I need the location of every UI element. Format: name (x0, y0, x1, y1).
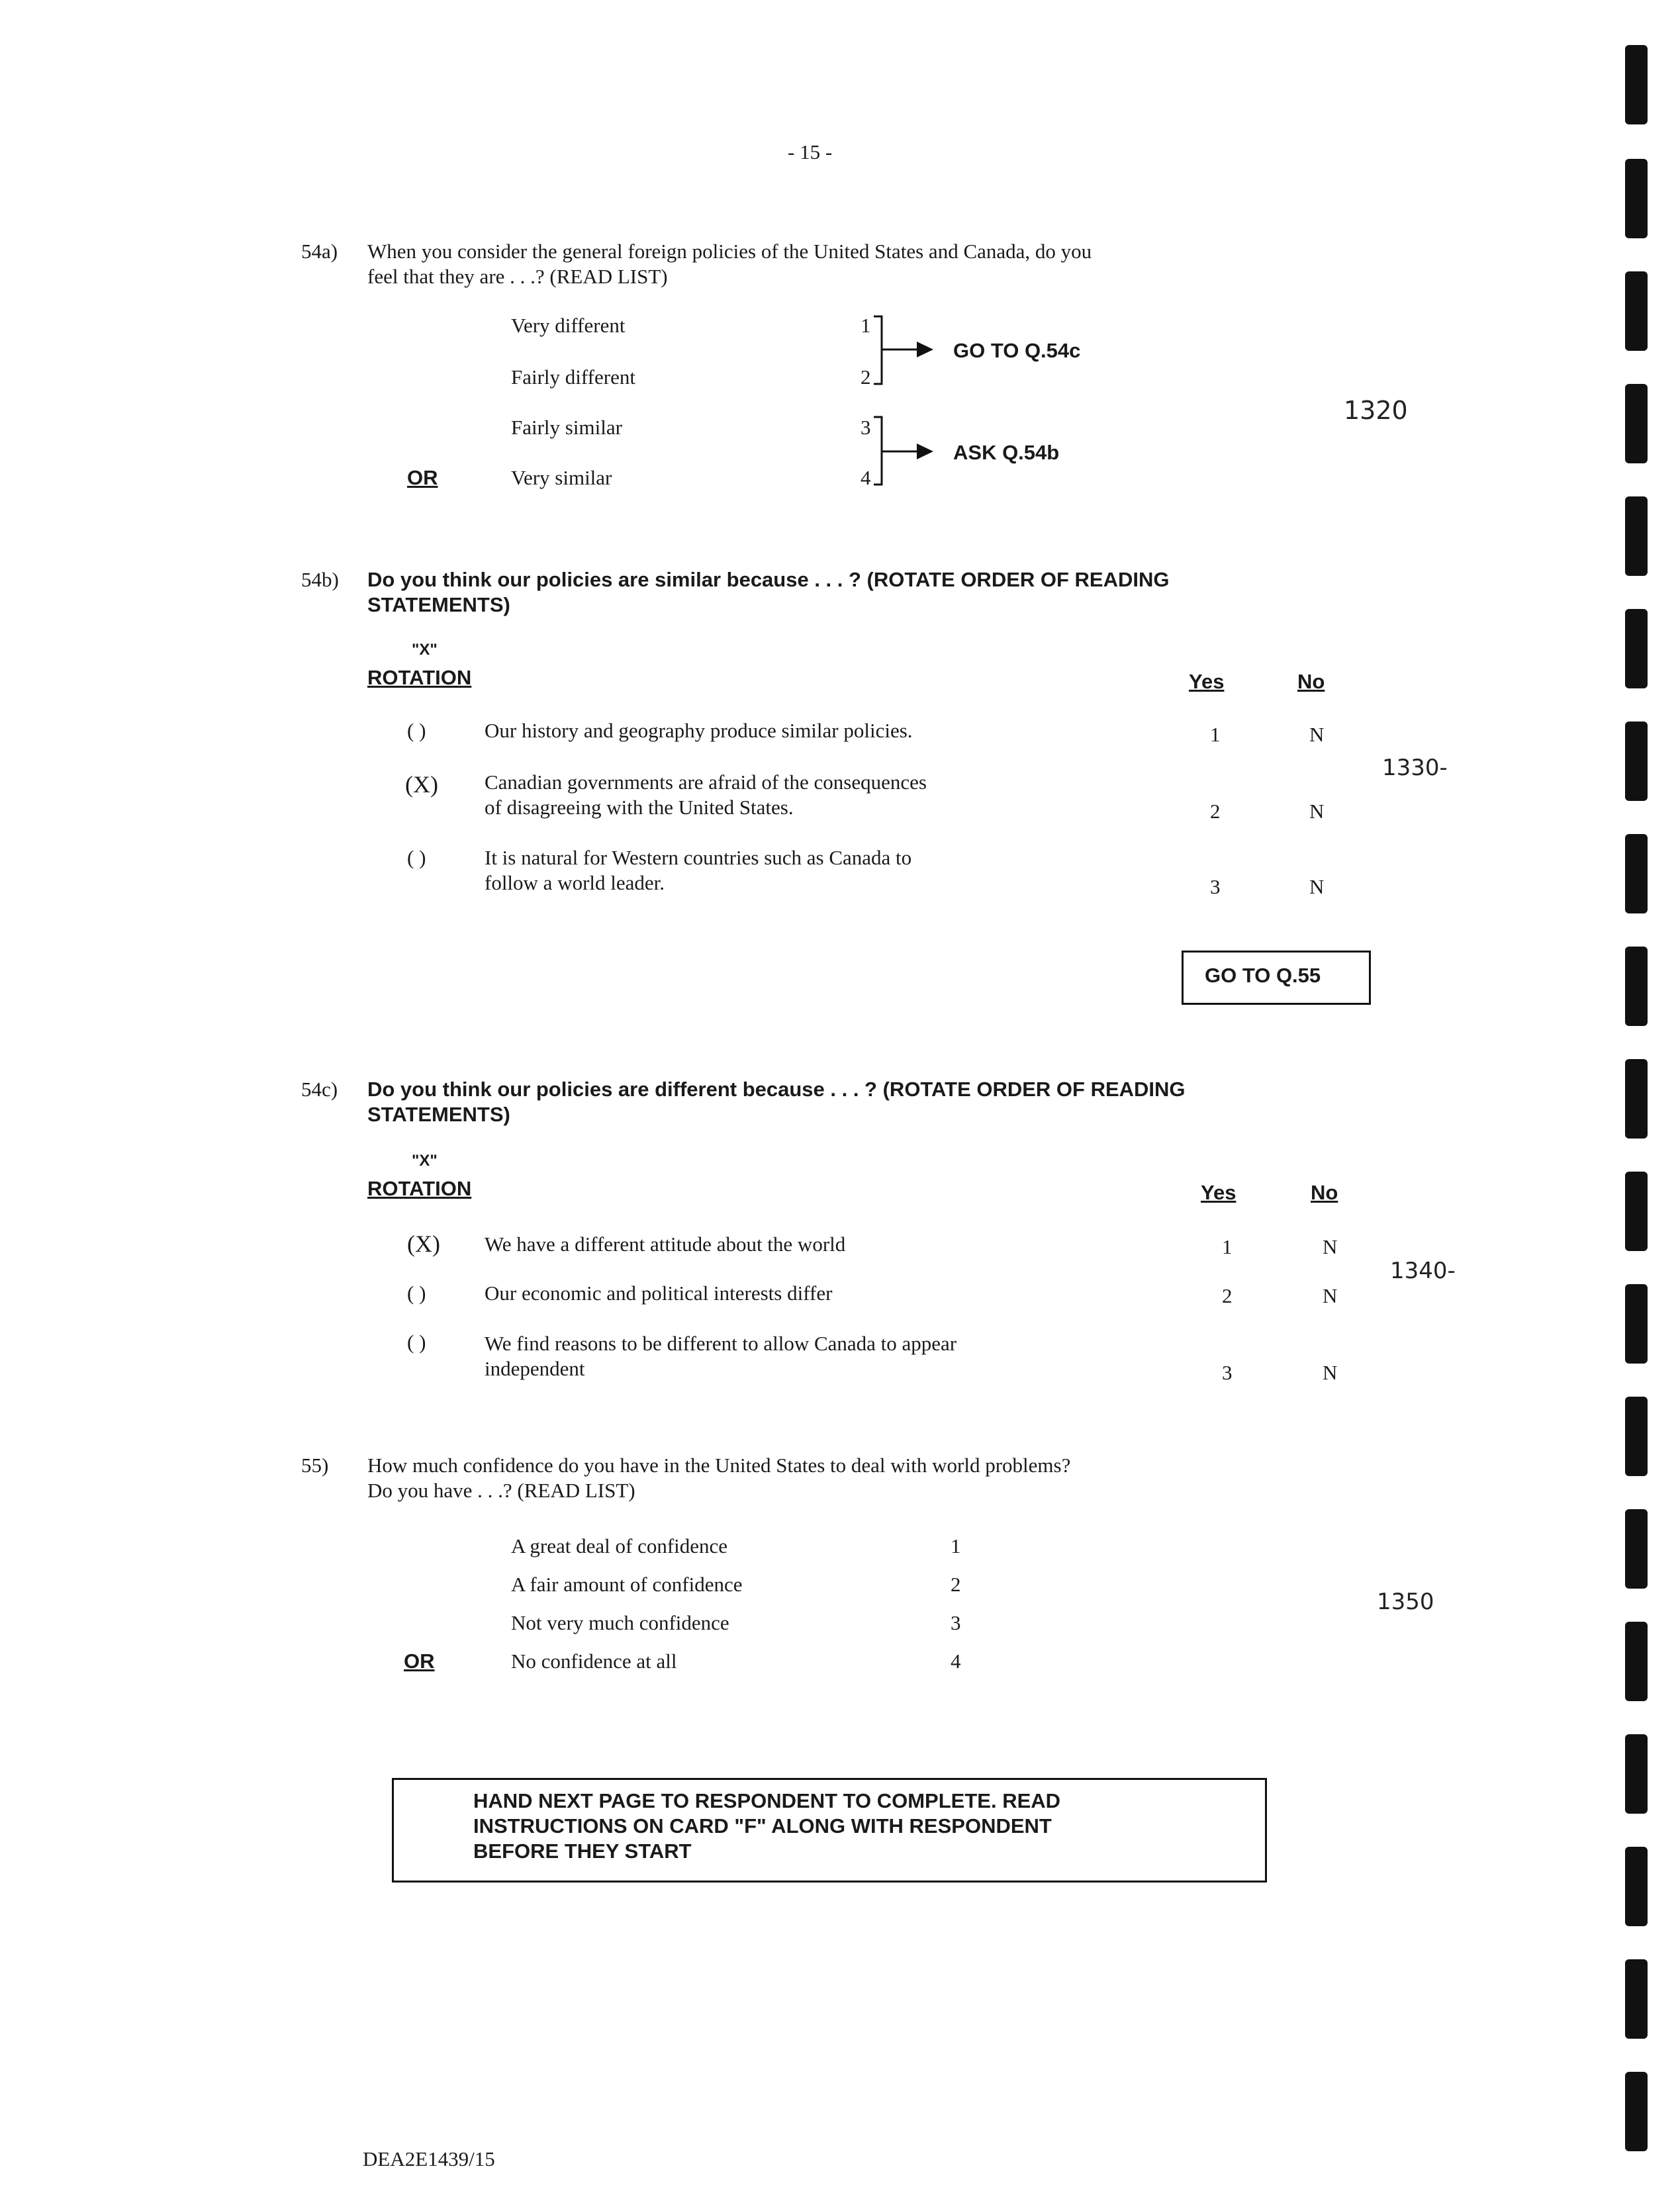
registration-mark (1625, 45, 1648, 124)
statement-line1: We find reasons to be different to allow Canada to appear (485, 1332, 957, 1355)
instruction-line2: INSTRUCTIONS ON CARD "F" ALONG WITH RESPONDENT (473, 1814, 1052, 1838)
registration-mark (1625, 1847, 1648, 1926)
registration-mark (1625, 496, 1648, 576)
or-label: OR (407, 466, 438, 489)
option-code: 3 (861, 416, 871, 439)
rotation-mark: (X) (405, 771, 438, 798)
x-label: "X" (412, 641, 438, 659)
question-number: 55) (301, 1454, 329, 1477)
option-code: 2 (861, 365, 871, 389)
handwritten-code: 1320 (1344, 396, 1408, 425)
registration-mark (1625, 271, 1648, 351)
question-text-line2: Do you have . . .? (READ LIST) (367, 1479, 635, 1502)
rotation-mark: ( ) (407, 1281, 426, 1305)
footer-code: DEA2E1439/15 (363, 2147, 495, 2170)
option-label: Very different (511, 314, 626, 337)
statement-line1: Our history and geography produce similar policies. (485, 719, 913, 742)
registration-mark (1625, 1509, 1648, 1589)
yes-code: 1 (1210, 723, 1221, 746)
registration-mark (1625, 159, 1648, 238)
rotation-header: ROTATION (367, 1177, 472, 1200)
question-text-line1: How much confidence do you have in the United States to deal with world problems? (367, 1454, 1071, 1477)
instruction-line1: HAND NEXT PAGE TO RESPONDENT TO COMPLETE. READ (473, 1789, 1061, 1812)
rotation-header: ROTATION (367, 666, 472, 689)
registration-mark (1625, 609, 1648, 688)
statement-line1: It is natural for Western countries such as Canada to (485, 846, 912, 869)
yes-header: Yes (1189, 670, 1225, 693)
question-text-line2: feel that they are . . .? (READ LIST) (367, 265, 668, 288)
no-code: N (1323, 1361, 1338, 1384)
page-number: - 15 - (788, 140, 833, 163)
skip-instruction-ask: ASK Q.54b (953, 441, 1060, 464)
no-code: N (1323, 1284, 1338, 1307)
no-code: N (1309, 875, 1325, 898)
statement-line1: Canadian governments are afraid of the consequences (485, 770, 927, 794)
yes-code: 3 (1210, 875, 1221, 898)
registration-mark (1625, 1622, 1648, 1701)
yes-code: 2 (1222, 1284, 1233, 1307)
statement-line2: of disagreeing with the United States. (485, 796, 794, 819)
statement-line2: independent (485, 1357, 585, 1380)
option-label: Fairly similar (511, 416, 622, 439)
no-code: N (1309, 800, 1325, 823)
no-header: No (1297, 670, 1325, 693)
question-text-line1: Do you think our policies are similar because . . . ? (ROTATE ORDER OF READING (367, 568, 1170, 591)
registration-mark (1625, 947, 1648, 1026)
option-code: 4 (951, 1650, 961, 1673)
instruction-line3: BEFORE THEY START (473, 1839, 692, 1863)
yes-code: 2 (1210, 800, 1221, 823)
rotation-mark: ( ) (407, 719, 426, 742)
question-number: 54c) (301, 1078, 338, 1101)
statement-line2: follow a world leader. (485, 871, 665, 894)
registration-mark (1625, 1059, 1648, 1139)
registration-mark (1625, 1734, 1648, 1814)
registration-mark (1625, 721, 1648, 801)
question-number: 54a) (301, 240, 338, 263)
question-text-line2: STATEMENTS) (367, 593, 510, 616)
handwritten-code: 1330- (1382, 755, 1448, 781)
registration-mark (1625, 1172, 1648, 1251)
or-label: OR (404, 1650, 435, 1673)
option-label: No confidence at all (511, 1650, 677, 1673)
question-text-line1: When you consider the general foreign policies of the United States and Canada, do you (367, 240, 1092, 263)
option-code: 3 (951, 1611, 961, 1634)
registration-mark (1625, 2072, 1648, 2151)
rotation-mark: ( ) (407, 846, 426, 869)
option-code: 4 (861, 466, 871, 489)
option-label: Not very much confidence (511, 1611, 729, 1634)
scan-registration-marks (1618, 0, 1658, 2187)
statement-line1: Our economic and political interests differ (485, 1281, 833, 1305)
instruction-box (392, 1778, 1267, 1883)
no-code: N (1309, 723, 1325, 746)
handwritten-code: 1350 (1377, 1589, 1434, 1615)
rotation-mark: ( ) (407, 1330, 426, 1354)
yes-header: Yes (1201, 1181, 1237, 1204)
no-header: No (1311, 1181, 1338, 1204)
option-label: A great deal of confidence (511, 1534, 728, 1558)
registration-mark (1625, 384, 1648, 463)
no-code: N (1323, 1235, 1338, 1258)
skip-brackets (867, 311, 960, 496)
option-label: Very similar (511, 466, 612, 489)
registration-mark (1625, 1959, 1648, 2039)
registration-mark (1625, 1397, 1648, 1476)
skip-instruction-goto: GO TO Q.54c (953, 339, 1081, 362)
registration-mark (1625, 1284, 1648, 1364)
question-text-line2: STATEMENTS) (367, 1103, 510, 1126)
option-code: 2 (951, 1573, 961, 1596)
rotation-mark: (X) (407, 1231, 440, 1257)
handwritten-code: 1340- (1390, 1258, 1456, 1284)
statement-line1: We have a different attitude about the world (485, 1233, 846, 1256)
option-label: Fairly different (511, 365, 635, 389)
option-code: 1 (861, 314, 871, 337)
option-code: 1 (951, 1534, 961, 1558)
x-label: "X" (412, 1152, 438, 1170)
question-text-line1: Do you think our policies are different because . . . ? (ROTATE ORDER OF READING (367, 1078, 1186, 1101)
registration-mark (1625, 834, 1648, 913)
yes-code: 3 (1222, 1361, 1233, 1384)
option-label: A fair amount of confidence (511, 1573, 743, 1596)
goto-box-text: GO TO Q.55 (1205, 964, 1321, 987)
question-number: 54b) (301, 568, 339, 591)
yes-code: 1 (1222, 1235, 1233, 1258)
